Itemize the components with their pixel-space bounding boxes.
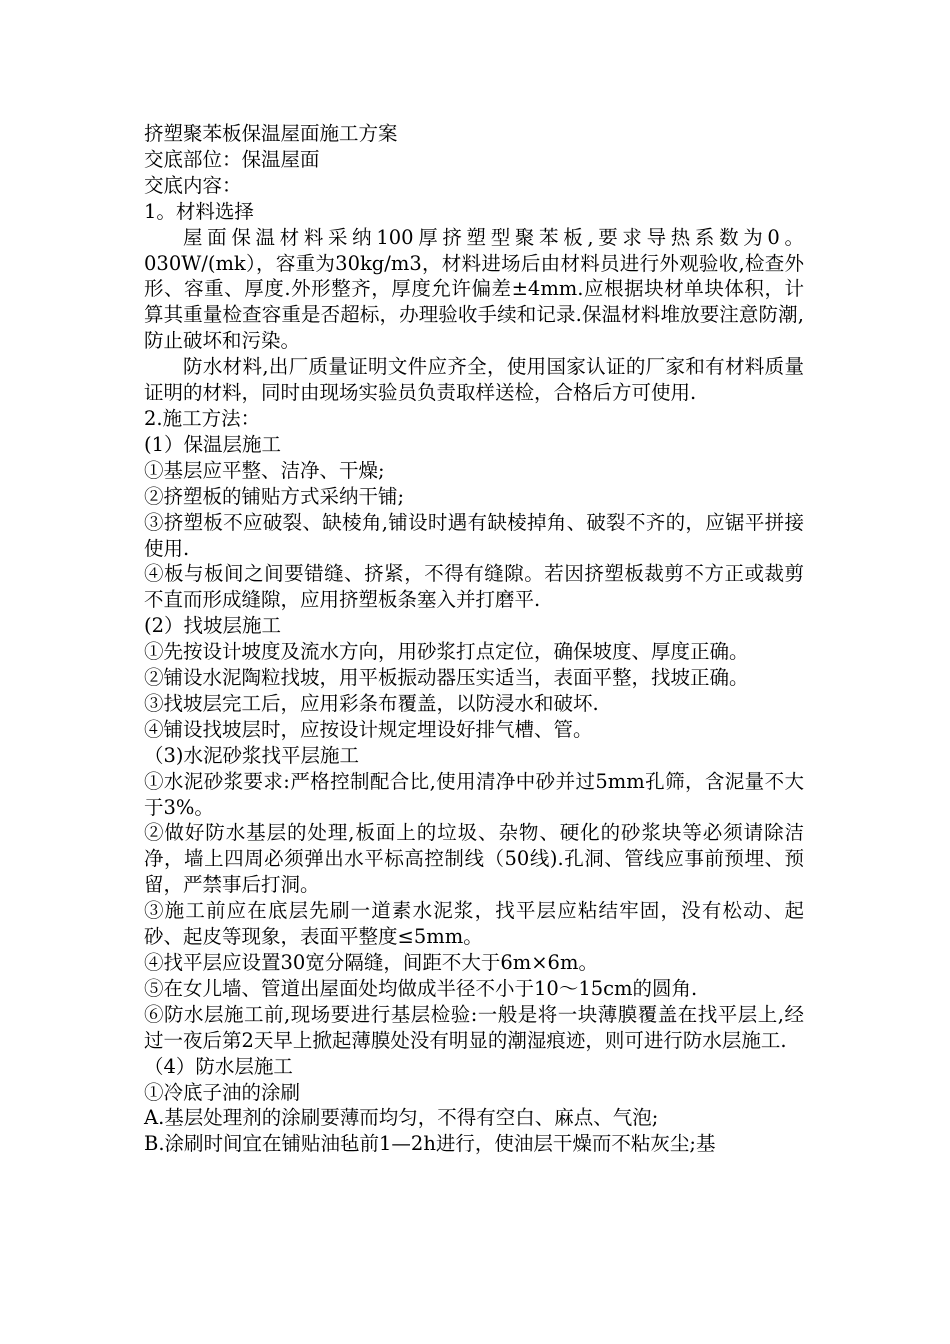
document-page: [144, 121, 804, 1157]
sub2-item: ④铺设找坡层时，应按设计规定埋设好排气槽、管。: [144, 717, 593, 741]
sub1-heading: (1）保温层施工: [144, 432, 282, 456]
sub3-item: ⑥防水层施工前,现场要进行基层检验:一般是将一块薄膜覆盖在找平层上,经过一夜后第2天早上掀起薄膜处没有明显的潮湿痕迹，则可进行防水层施工.: [144, 1002, 804, 1052]
section1-paragraph-waterproof: 防水材料,出厂质量证明文件应齐全，使用国家认证的厂家和有材料质量证明的材料，同时由现场实验员负责取样送检，合格后方可使用.: [144, 355, 804, 405]
sub3-item: ⑤在女儿墙、管道出屋面处均做成半径不小于10～15cm的圆角.: [144, 976, 698, 1000]
sub3-heading: （3)水泥砂浆找平层施工: [144, 743, 360, 767]
sub2-heading: (2）找坡层施工: [144, 614, 282, 638]
document-title: 挤塑聚苯板保温屋面施工方案: [144, 122, 398, 145]
sub3-item: ④找平层应设置30宽分隔缝，间距不大于6m×6m。: [144, 951, 598, 974]
sub4-heading: （4）防水层施工: [144, 1054, 293, 1078]
sub3-item: ③施工前应在底层先刷一道素水泥浆，找平层应粘结牢固，没有松动、起砂、起皮等现象，表面平整度≤5mm。: [144, 899, 804, 949]
sub1-item: ④板与板间之间要错缝、挤紧，不得有缝隙。若因挤塑板裁剪不方正或裁剪不直而形成缝隙，应用挤塑板条塞入并打磨平.: [144, 562, 804, 612]
section1-paragraph-insulation: 屋面保温材料采纳100厚挤塑型聚苯板,要求导热系数为0。030W/(mk），容重为30kg/m3，材料进场后由材料员进行外观验收,检查外形、容重、厚度.外形整齐，厚度允许偏差±4mm.应根据块材单块体积，计算其重量检查容重是否超标，办理验收手续和记录.保温材料堆放要注意防潮,防止破坏和污染。: [144, 225, 804, 353]
sub4-item: B.涂刷时间宜在铺贴油毡前1—2h进行，使油层干燥而不粘灰尘;基: [144, 1132, 716, 1156]
sub4-item: A.基层处理剂的涂刷要薄而均匀，不得有空白、麻点、气泡;: [144, 1106, 659, 1130]
sub4-item: ①冷底子油的涂刷: [144, 1080, 301, 1104]
sub3-item: ②做好防水基层的处理,板面上的垃圾、杂物、硬化的砂浆块等必须请除洁净，墙上四周必须弹出水平标高控制线（50线).孔洞、管线应事前预埋、预留，严禁事后打洞。: [144, 821, 804, 897]
sub2-item: ③找坡层完工后，应用彩条布覆盖，以防浸水和破坏.: [144, 691, 599, 715]
disclosure-content-label: 交底内容：: [144, 173, 242, 197]
sub2-item: ①先按设计坡度及流水方向，用砂浆打点定位，确保坡度、厚度正确。: [144, 640, 749, 664]
section2-heading: 2.施工方法：: [144, 406, 261, 430]
sub1-item: ③挤塑板不应破裂、缺棱角,铺设时遇有缺棱掉角、破裂不齐的，应锯平拼接使用.: [144, 510, 804, 560]
sub1-item: ①基层应平整、洁净、干燥;: [144, 458, 385, 482]
sub3-item: ①水泥砂浆要求:严格控制配合比,使用清净中砂并过5mm孔筛，含泥量不大于3%。: [144, 769, 804, 819]
sub1-item: ②挤塑板的铺贴方式采纳干铺;: [144, 484, 405, 508]
disclosure-part: 交底部位：保温屋面: [144, 147, 320, 171]
section1-heading: 1。材料选择: [144, 199, 254, 223]
sub2-item: ②铺设水泥陶粒找坡，用平板振动器压实适当，表面平整，找坡正确。: [144, 666, 749, 690]
